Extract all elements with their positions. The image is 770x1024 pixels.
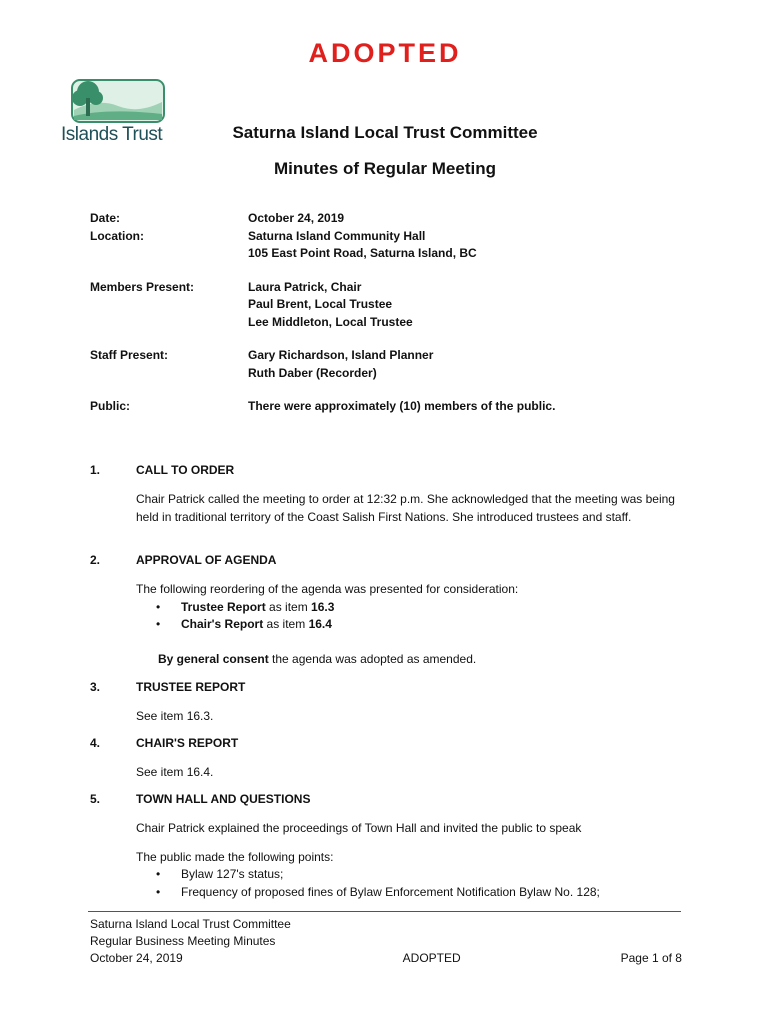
public-value: There were approximately (10) members of the public. — [248, 399, 556, 413]
location-line-1: Saturna Island Community Hall — [248, 228, 426, 243]
location-line-2: 105 East Point Road, Saturna Island, BC — [248, 246, 477, 260]
public-row — [90, 398, 690, 416]
member-item: Laura Patrick, Chair — [248, 279, 362, 294]
committee-title: Saturna Island Local Trust Committee — [232, 123, 538, 142]
footer-page-number: Page 1 of 8 — [620, 951, 682, 965]
section-title: TRUSTEE REPORT — [136, 680, 246, 694]
section-text: See item 16.3. — [136, 709, 214, 723]
section-number: 2. — [90, 553, 101, 567]
section-title: CALL TO ORDER — [136, 463, 235, 477]
meeting-metadata — [90, 210, 690, 432]
agenda-intro: The following reordering of the agenda was presented for consideration: — [136, 582, 519, 596]
section-town-hall — [90, 792, 690, 901]
list-item: • Bylaw 127's status; — [156, 866, 690, 884]
section-heading — [90, 680, 690, 698]
date-value: October 24, 2019 — [248, 211, 345, 225]
section-call-to-order — [90, 463, 690, 526]
section-heading — [90, 553, 690, 571]
item-mid: as item — [265, 599, 312, 614]
public-points-list — [156, 866, 690, 901]
members-row — [90, 279, 690, 332]
staff-list — [248, 347, 433, 382]
consent-statement — [158, 651, 690, 669]
list-item: • Frequency of proposed fines of Bylaw Enforcement Notification Bylaw No. 128; — [156, 884, 690, 902]
section-heading — [90, 463, 690, 481]
section-number: 5. — [90, 792, 101, 806]
section-text: See item 16.4. — [136, 765, 214, 779]
staff-item: Gary Richardson, Island Planner — [248, 348, 434, 362]
points-intro: The public made the following points: — [136, 849, 334, 864]
members-label: Members Present: — [90, 279, 195, 294]
meta-values — [248, 210, 477, 263]
item-number: 16.4 — [308, 617, 332, 631]
member-item: Lee Middleton, Local Trustee — [248, 314, 413, 329]
date-label: Date: — [90, 211, 121, 225]
item-title: Chair's Report — [181, 617, 264, 631]
meta-labels — [90, 210, 248, 263]
page-footer — [90, 916, 682, 967]
footer-status: ADOPTED — [402, 951, 461, 965]
footer-doc-type: Regular Business Meeting Minutes — [90, 934, 276, 948]
staff-row — [90, 347, 690, 382]
list-item — [156, 599, 690, 617]
footer-date: October 24, 2019 — [90, 951, 183, 965]
section-text: Chair Patrick explained the proceedings of Town Hall and invited the public to speak — [136, 821, 582, 835]
section-number: 1. — [90, 463, 101, 477]
footer-committee: Saturna Island Local Trust Committee — [90, 917, 291, 931]
section-chairs-report — [90, 736, 690, 782]
section-title: APPROVAL OF AGENDA — [136, 553, 277, 567]
section-title: CHAIR'S REPORT — [136, 736, 239, 750]
item-title: Trustee Report — [181, 599, 266, 614]
footer-bottom-row — [90, 950, 682, 967]
staff-label: Staff Present: — [90, 348, 169, 362]
public-label: Public: — [90, 399, 131, 413]
consent-rest: the agenda was adopted as amended. — [268, 651, 477, 666]
section-approval-of-agenda — [90, 553, 690, 668]
member-item: Paul Brent, Local Trustee — [248, 297, 393, 311]
section-heading — [90, 736, 690, 754]
section-text: Chair Patrick called the meeting to order at 12:32 p.m. She acknowledged that the meeting was being held in traditional territory of the Coast Salish First Nations. She introduced trustees and staff. — [136, 492, 675, 524]
date-location-row — [90, 210, 690, 263]
item-mid: as item — [263, 617, 309, 631]
staff-item: Ruth Daber (Recorder) — [248, 365, 377, 380]
list-item — [156, 616, 690, 634]
section-heading — [90, 792, 690, 810]
members-list — [248, 279, 413, 332]
section-number: 3. — [90, 680, 101, 694]
location-label: Location: — [90, 228, 144, 243]
section-number: 4. — [90, 736, 101, 750]
section-trustee-report — [90, 680, 690, 726]
item-number: 16.3 — [311, 599, 335, 614]
agenda-reorder-list — [156, 599, 690, 634]
consent-bold: By general consent — [158, 651, 269, 666]
footer-divider — [88, 911, 681, 912]
minutes-title: Minutes of Regular Meeting — [274, 159, 496, 178]
section-title: TOWN HALL AND QUESTIONS — [136, 792, 311, 806]
logo-text: Islands Trust — [61, 124, 163, 145]
adopted-stamp: ADOPTED — [308, 38, 462, 68]
